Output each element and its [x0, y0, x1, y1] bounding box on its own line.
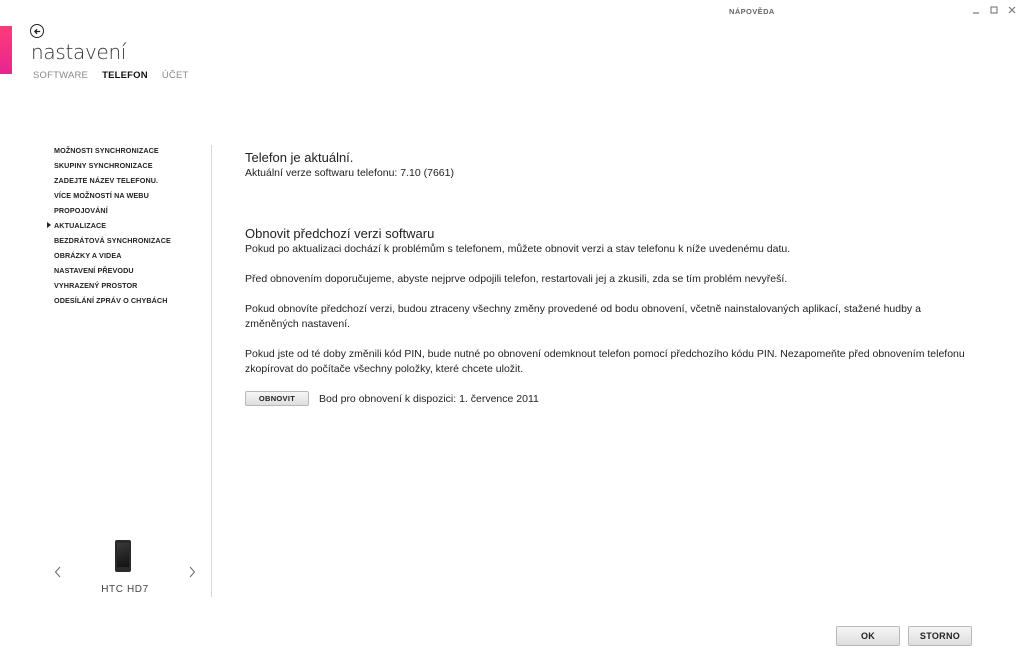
restore-section-title: Obnovit předchozí verzi softwaru: [245, 226, 435, 241]
status-title: Telefon je aktuální.: [245, 150, 354, 165]
sidebar-item-nastaveni-prevodu[interactable]: NASTAVENÍ PŘEVODU: [54, 266, 134, 275]
sidebar-item-label: AKTUALIZACE: [54, 221, 107, 230]
device-selector: [40, 540, 212, 600]
phone-icon[interactable]: [115, 540, 131, 572]
cancel-button[interactable]: STORNO: [908, 626, 972, 646]
help-link[interactable]: NÁPOVĚDA: [729, 7, 775, 16]
page-title: nastavení: [31, 40, 127, 64]
tab-bar: [33, 70, 189, 81]
tab-software[interactable]: SOFTWARE: [33, 70, 89, 81]
ok-button[interactable]: OK: [836, 626, 900, 646]
maximize-icon[interactable]: [989, 5, 998, 15]
settings-sidebar: [54, 145, 171, 310]
device-name: HTC HD7: [101, 584, 149, 595]
sidebar-item-vyhrazeny-prostor[interactable]: VYHRAZENÝ PROSTOR: [54, 281, 138, 290]
window-controls: [971, 5, 1016, 15]
sidebar-item-bezdratova-synchronizace[interactable]: BEZDRÁTOVÁ SYNCHRONIZACE: [54, 236, 171, 245]
sidebar-item-aktualizace[interactable]: [54, 220, 171, 235]
chevron-left-icon[interactable]: [54, 565, 64, 579]
sidebar-item-skupiny-synchronizace[interactable]: SKUPINY SYNCHRONIZACE: [54, 161, 153, 170]
tab-telefon[interactable]: TELEFON: [102, 70, 148, 81]
dialog-buttons: [836, 626, 972, 646]
accent-bar: [0, 26, 12, 74]
sidebar-item-odesilani-zprav[interactable]: ODESÍLÁNÍ ZPRÁV O CHYBÁCH: [54, 296, 168, 305]
sidebar-item-nazev-telefonu[interactable]: ZADEJTE NÁZEV TELEFONU.: [54, 176, 159, 185]
chevron-right-icon[interactable]: [188, 565, 198, 579]
restore-paragraph-4: Pokud jste od té doby změnili kód PIN, bude nutné po obnovení odemknout telefon pomocí předchozího kódu PIN. Nezapomeňte před obnovením telefonu zkopírovat do počítače všechny položky, které chcete uložit.: [245, 348, 965, 375]
vertical-divider: [211, 145, 212, 597]
sidebar-item-obrazky-a-videa[interactable]: OBRÁZKY A VIDEA: [54, 251, 122, 260]
selected-marker-icon: [47, 222, 51, 228]
restore-button[interactable]: OBNOVIT: [245, 391, 309, 406]
back-arrow-icon: [33, 27, 42, 36]
restore-paragraph-2: Před obnovením doporučujeme, abyste nejprve odpojili telefon, restartovali jej a zkusili, zda se tím problém nevyřeší.: [245, 273, 788, 285]
sidebar-item-vice-moznosti-na-webu[interactable]: VÍCE MOŽNOSTÍ NA WEBU: [54, 191, 149, 200]
back-button[interactable]: [30, 24, 44, 38]
restore-row: [245, 391, 975, 406]
restore-point-text: Bod pro obnovení k dispozici: 1. července 2011: [319, 392, 539, 405]
version-text: Aktuální verze softwaru telefonu: 7.10 (7661): [245, 167, 454, 179]
sidebar-item-moznosti-synchronizace[interactable]: MOŽNOSTI SYNCHRONIZACE: [54, 146, 159, 155]
update-panel: [245, 150, 975, 406]
sidebar-item-propojovani[interactable]: PROPOJOVÁNÍ: [54, 206, 108, 215]
close-icon[interactable]: [1007, 5, 1016, 15]
restore-paragraph-3: Pokud obnovíte předchozí verzi, budou ztraceny všechny změny provedené od bodu obnovení, včetně nainstalovaných aplikací, stažené hudby a změněných nastavení.: [245, 303, 921, 330]
tab-ucet[interactable]: ÚČET: [161, 70, 189, 81]
minimize-icon[interactable]: [971, 5, 980, 15]
restore-paragraph-1: Pokud po aktualizaci dochází k problémům s telefonem, můžete obnovit verzi a stav telefonu k níže uvedenému datu.: [245, 243, 791, 255]
